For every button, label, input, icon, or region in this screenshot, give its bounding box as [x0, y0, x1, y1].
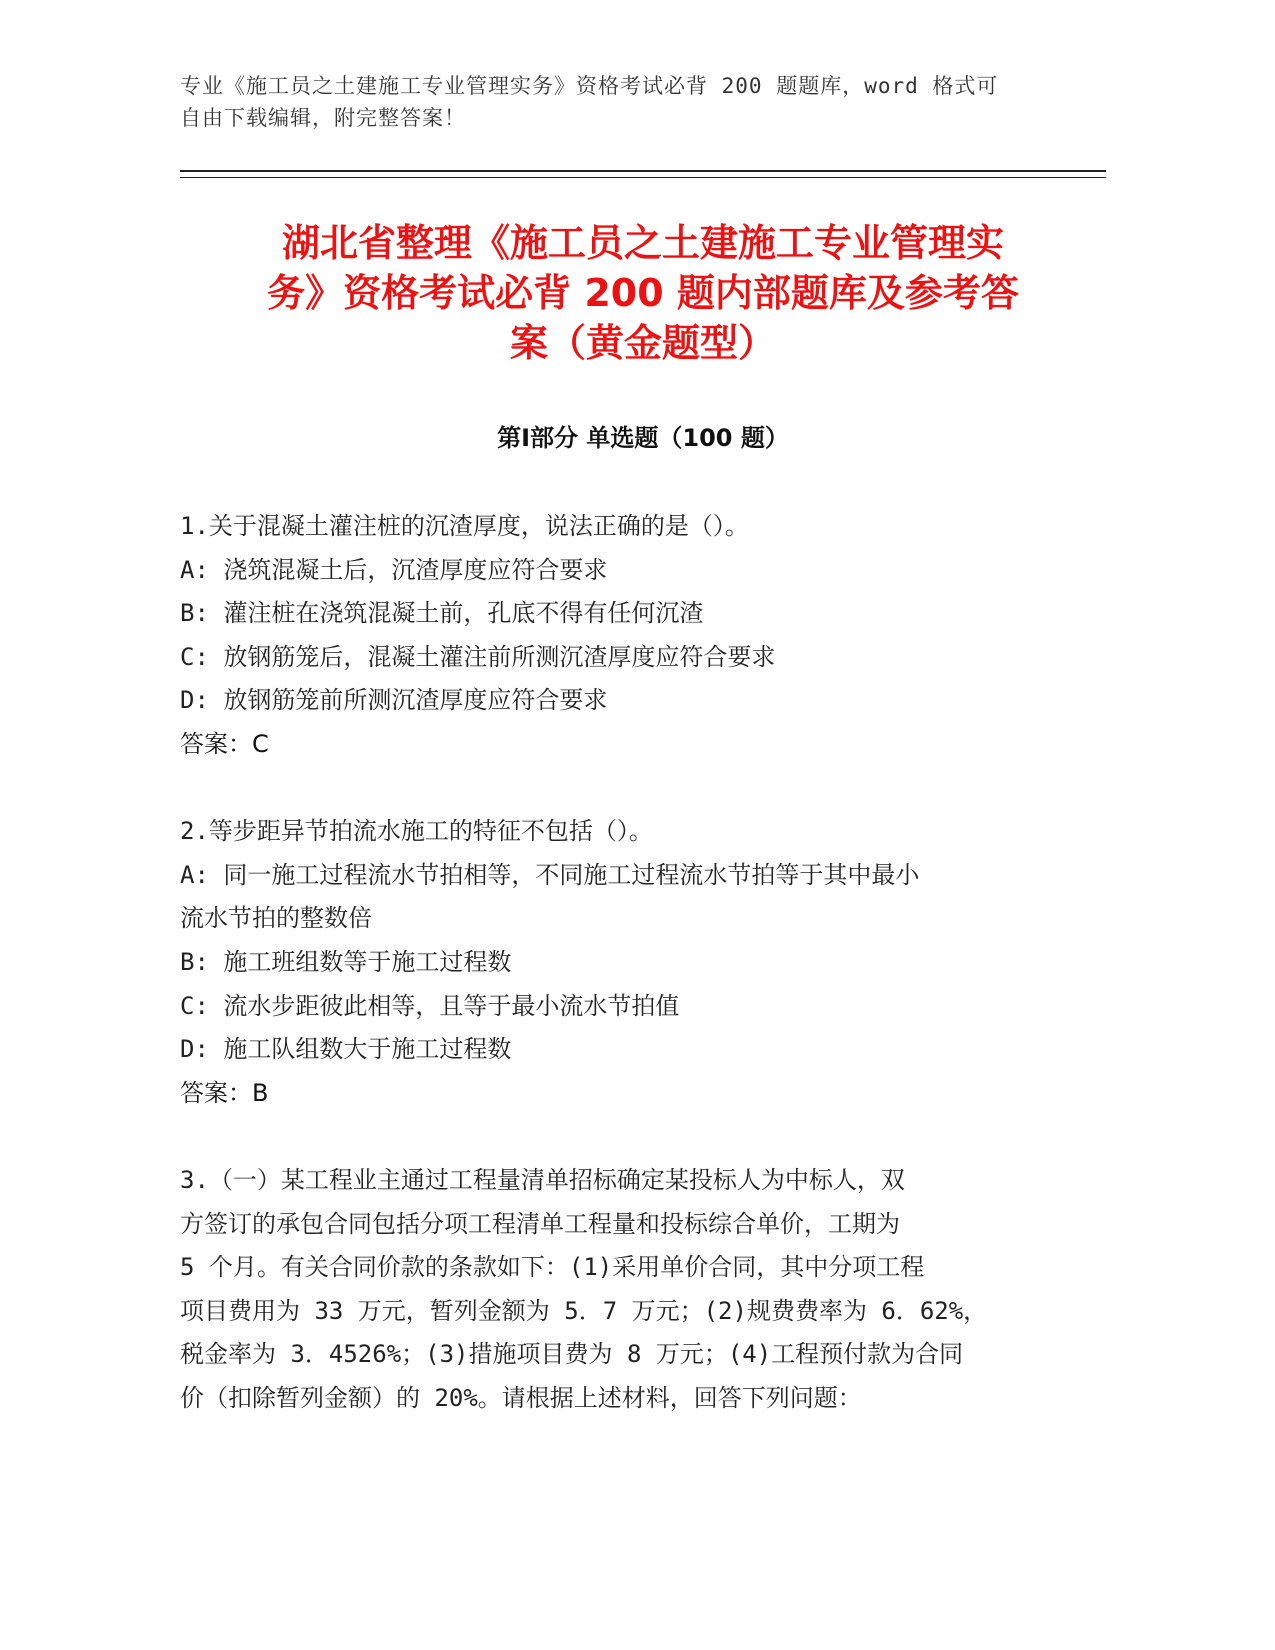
question-stem-line: 2.等步距异节拍流水施工的特征不包括（）。: [180, 817, 653, 846]
question-option-line: C: 流水步距彼此相等，且等于最小流水节拍值: [180, 991, 680, 1020]
question-stem-line: 1.关于混凝土灌注桩的沉渣厚度，说法正确的是（）。: [180, 512, 749, 540]
question-option-line: 流水节拍的整数倍: [180, 904, 372, 933]
question-item: [180, 1159, 1030, 1421]
question-stem-line: 项目费用为 33 万元，暂列金额为 5．7 万元；(2)规费费率为 6．62%，: [180, 1296, 988, 1325]
question-answer: 答案：C: [180, 729, 269, 758]
document-title: [180, 218, 1106, 368]
question-stem-line: 价（扣除暂列金额）的 20%。请根据上述材料，回答下列问题：: [180, 1383, 862, 1412]
question-option-line: D: 放钢筋笼前所测沉渣厚度应符合要求: [180, 686, 608, 715]
header-note: [180, 70, 1040, 134]
section-heading: 第Ⅰ部分 单选题（100 题）: [497, 424, 789, 452]
question-stem-line: 税金率为 3．4526%；(3)措施项目费为 8 万元；(4)工程预付款为合同: [180, 1340, 964, 1369]
header-divider-thin: [180, 177, 1106, 178]
question-item: [180, 810, 1030, 1115]
question-list: [180, 505, 1030, 1464]
question-item: [180, 505, 1030, 767]
document-title-line-2: 务》资格考试必背 200 题内部题库及参考答: [267, 271, 1019, 315]
question-answer: 答案：B: [180, 1078, 269, 1107]
question-option-line: C: 放钢筋笼后，混凝土灌注前所测沉渣厚度应符合要求: [180, 642, 776, 671]
question-option-line: B: 施工班组数等于施工过程数: [180, 947, 512, 976]
question-stem-line: 5 个月。有关合同价款的条款如下：(1)采用单价合同，其中分项工程: [180, 1253, 925, 1282]
question-option-line: D: 施工队组数大于施工过程数: [180, 1035, 512, 1064]
header-note-line-1: 专业《施工员之土建施工专业管理实务》资格考试必背 200 题题库，word 格式可: [180, 74, 999, 98]
question-option-line: A: 同一施工过程流水节拍相等，不同施工过程流水节拍等于其中最小: [180, 860, 920, 889]
header-note-line-2: 自由下载编辑，附完整答案！: [180, 106, 466, 130]
question-option-line: A: 浇筑混凝土后，沉渣厚度应符合要求: [180, 555, 608, 584]
question-stem-line: 方签订的承包合同包括分项工程清单工程量和投标综合单价，工期为: [180, 1209, 900, 1238]
question-stem-line: 3.（一）某工程业主通过工程量清单招标确定某投标人为中标人，双: [180, 1165, 905, 1194]
document-title-line-3: 案（黄金题型）: [509, 321, 776, 365]
header-divider-thick: [180, 170, 1106, 172]
question-option-line: B: 灌注桩在浇筑混凝土前，孔底不得有任何沉渣: [180, 599, 704, 628]
document-title-line-1: 湖北省整理《施工员之土建施工专业管理实: [281, 221, 1004, 265]
